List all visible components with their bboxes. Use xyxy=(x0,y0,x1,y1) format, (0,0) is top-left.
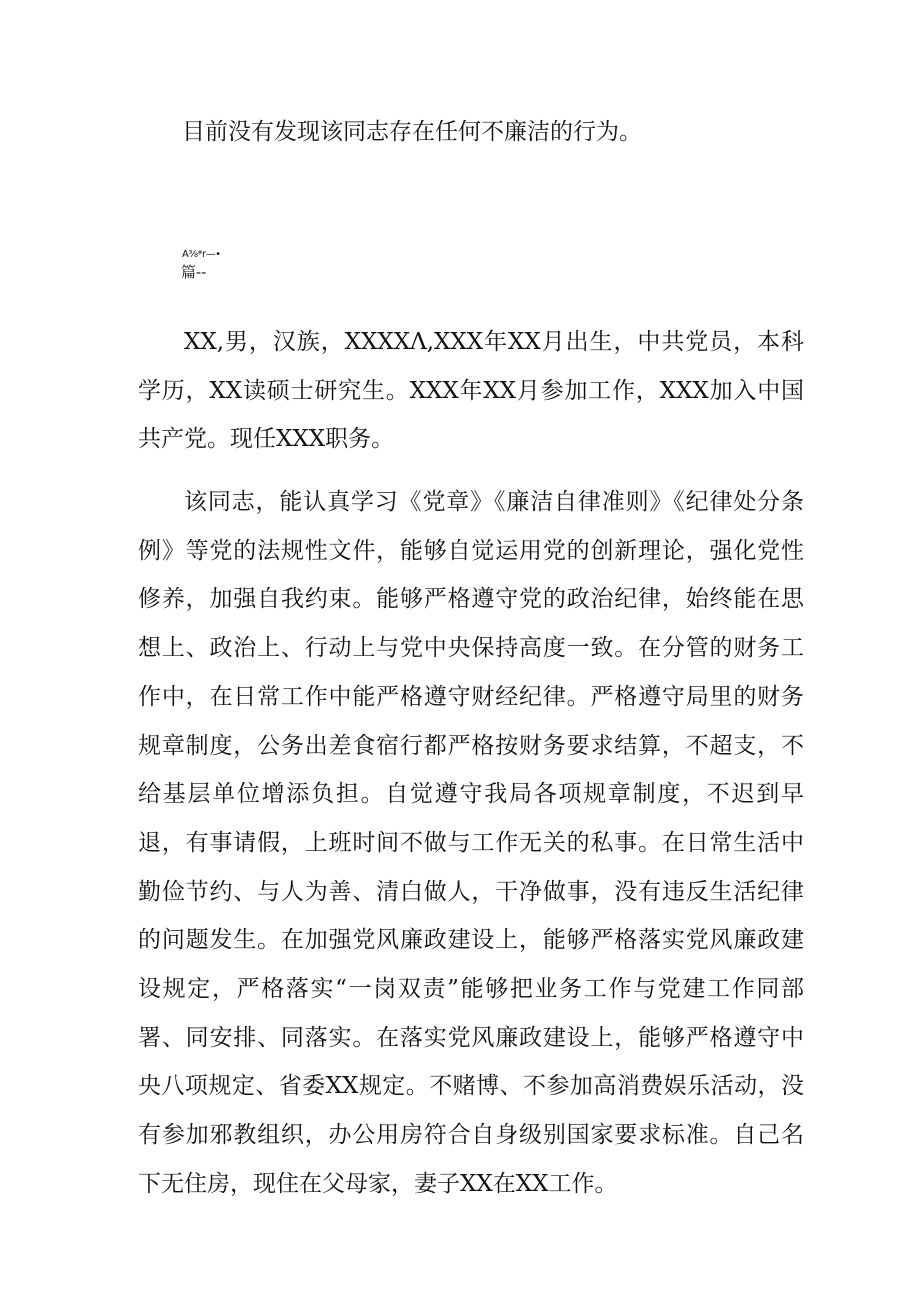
section-marker-garbled: A⅜*r—• xyxy=(182,249,221,260)
section-heading: 篇-- xyxy=(181,263,207,281)
personal-info-paragraph: XX,男，汉族，XXXXΛ,XXX年XX月出生，中共党员，本科学历，XX读硕士研究生。XXX年XX月参加工作，XXX加入中国共产党。现任XXX职务。 xyxy=(138,329,804,453)
closing-statement: 目前没有发现该同志存在任何不廉洁的行为。 xyxy=(182,119,642,145)
conduct-evaluation-paragraph: 该同志，能认真学习《党章》《廉洁自律准则》《纪律处分条例》等党的法规性文件，能够自觉运用党的创新理论，强化党性修养，加强自我约束。能够严格遵守党的政治纪律，始终能在思想上、政治上、行动上与党中央保持高度一致。在分管的财务工作中，在日常工作中能严格遵守财经纪律。严格遵守局里的财务规章制度，公务出差食宿行都严格按财务要求结算，不超支，不给基层单位增添负担。自觉遵守我局各项规章制度，不迟到早退，有事请假，上班时间不做与工作无关的私事。在日常生活中勤俭节约、与人为善、清白做人，干净做事，没有违反生活纪律的问题发生。在加强党风廉政建设上，能够严格落实党风廉政建设规定，严格落实“一岗双责”能够把业务工作与党建工作同部署、同安排、同落实。在落实党风廉政建设上，能够严格遵守中央八项规定、省委XX规定。不赌博、不参加高消费娱乐活动，没有参加邪教组织，办公用房符合自身级别国家要求标准。自己名下无住房，现住在父母家，妻子XX在XX工作。 xyxy=(138,489,804,1197)
